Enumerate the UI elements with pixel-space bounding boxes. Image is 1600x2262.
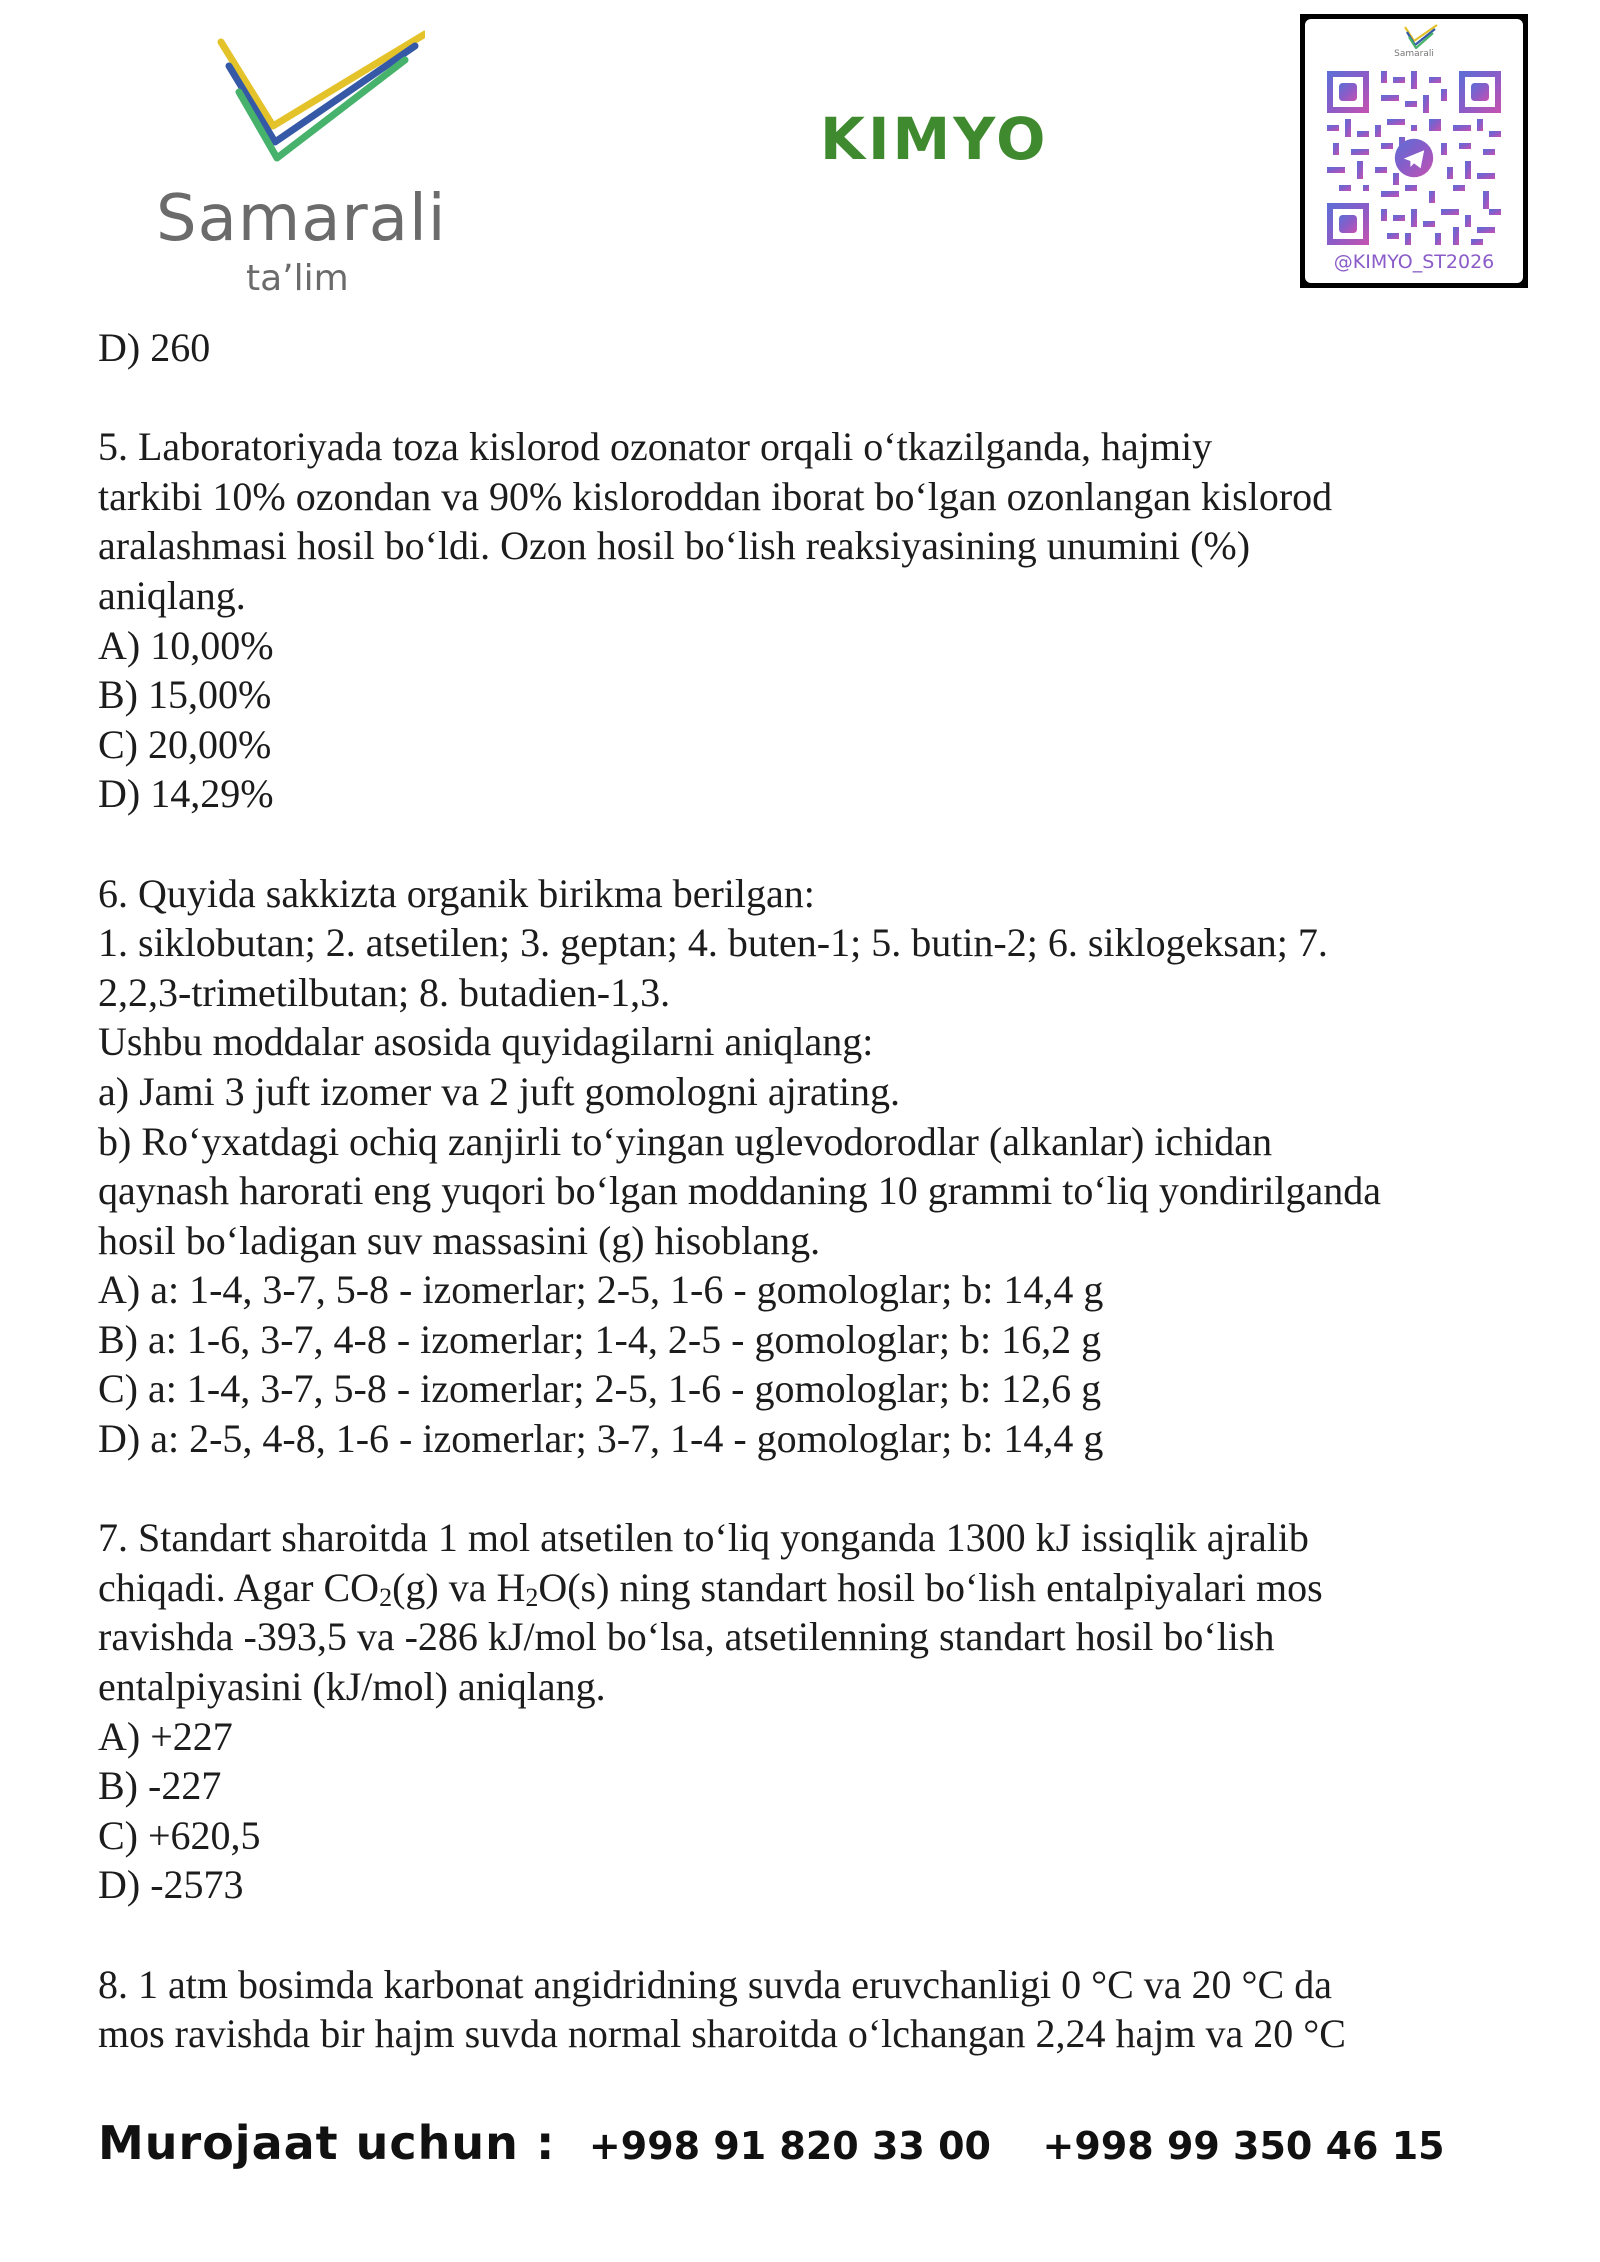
q6-option-d: D) a: 2-5, 4-8, 1-6 - izomerlar; 3-7, 1-4 - gomologlar; b: 14,4 g (98, 1416, 1104, 1462)
subscript: 2 (525, 1582, 539, 1612)
q6-text-line: qaynash harorati eng yuqori bo‘lgan moddaning 10 grammi to‘liq yondirilganda (98, 1168, 1382, 1214)
subscript: 2 (379, 1582, 393, 1612)
q5-option-b: B) 15,00% (98, 672, 272, 718)
qr-brand-name: Samarali (1394, 49, 1434, 59)
q6-text-line: Ushbu moddalar asosida quyidagilarni aniqlang: (98, 1019, 874, 1065)
q8-text-line: mos ravishda bir hajm suvda normal sharoitda o‘lchangan 2,24 hajm va 20 °C (98, 2011, 1346, 2057)
logo-subtitle: ta’lim (246, 258, 349, 299)
qr-code-icon[interactable] (1327, 71, 1501, 245)
q5-text-line: 5. Laboratoriyada toza kislorod ozonator orqali o‘tkazilganda, hajmiy (98, 424, 1213, 470)
contact-label: Murojaat uchun : (98, 2116, 556, 2170)
phone-number-2[interactable]: +998 99 350 46 15 (1042, 2124, 1445, 2168)
contact-footer (98, 2116, 1445, 2170)
q7-text-part: (g) va H (392, 1564, 526, 1610)
phone-number-1[interactable]: +998 91 820 33 00 (588, 2124, 991, 2168)
q7-text-line (98, 1563, 1518, 1613)
test-content (98, 323, 1518, 2059)
q7-text-line: entalpiyasini (kJ/mol) aniqlang. (98, 1664, 606, 1710)
question-6 (98, 869, 1518, 1464)
q7-option-b: B) -227 (98, 1763, 222, 1809)
q6-text-line: b) Ro‘yxatdagi ochiq zanjirli to‘yingan uglevodorodlar (alkanlar) ichidan (98, 1118, 1273, 1164)
q5-option-d: D) 14,29% (98, 771, 274, 817)
qr-card-inner (1305, 19, 1523, 283)
q6-text-line: hosil bo‘ladigan suv massasini (g) hisoblang. (98, 1217, 821, 1263)
question-7 (98, 1513, 1518, 1910)
q7-text-line: ravishda -393,5 va -286 kJ/mol bo‘lsa, atsetilenning standart hosil bo‘lish (98, 1614, 1275, 1660)
q6-option-a: A) a: 1-4, 3-7, 5-8 - izomerlar; 2-5, 1-6 - gomologlar; b: 14,4 g (98, 1267, 1104, 1313)
q6-option-c: C) a: 1-4, 3-7, 5-8 - izomerlar; 2-5, 1-6 - gomologlar; b: 12,6 g (98, 1366, 1102, 1412)
mini-checkmark-icon (1403, 23, 1439, 49)
q5-text-line: aralashmasi hosil bo‘ldi. Ozon hosil bo‘lish reaksiyasining unumini (%) (98, 523, 1251, 569)
q7-option-d: D) -2573 (98, 1862, 244, 1908)
q7-text-line: 7. Standart sharoitda 1 mol atsetilen to‘liq yonganda 1300 kJ issiqlik ajralib (98, 1515, 1309, 1561)
q5-option-c: C) 20,00% (98, 721, 272, 767)
qr-handle: @KIMYO_ST2026 (1333, 251, 1495, 273)
question-5 (98, 422, 1518, 819)
q6-option-b: B) a: 1-6, 3-7, 4-8 - izomerlar; 1-4, 2-5 - gomologlar; b: 16,2 g (98, 1316, 1102, 1362)
q7-option-a: A) +227 (98, 1713, 233, 1759)
brand-logo (150, 30, 470, 299)
q7-option-c: C) +620,5 (98, 1812, 261, 1858)
q5-text-line: aniqlang. (98, 572, 246, 618)
checkmark-logo-icon (215, 30, 425, 170)
q4-option-d: D) 260 (98, 325, 211, 370)
q6-text-line: 2,2,3-trimetilbutan; 8. butadien-1,3. (98, 969, 671, 1015)
q6-text-line: a) Jami 3 juft izomer va 2 juft gomologni ajrating. (98, 1068, 901, 1114)
logo-name: Samarali (156, 182, 447, 256)
q5-option-a: A) 10,00% (98, 622, 274, 668)
q5-text-line: tarkibi 10% ozondan va 90% kisloroddan iborat bo‘lgan ozonlangan kislorod (98, 473, 1333, 519)
q8-text-line: 8. 1 atm bosimda karbonat angidridning suvda eruvchanligi 0 °C va 20 °C da (98, 1961, 1332, 2007)
q7-text-part: chiqadi. Agar CO (98, 1564, 380, 1610)
q6-text-line: 6. Quyida sakkizta organik birikma berilgan: (98, 870, 815, 916)
q6-text-line: 1. siklobutan; 2. atsetilen; 3. geptan; 4. buten-1; 5. butin-2; 6. siklogeksan; 7. (98, 920, 1328, 966)
q7-text-part: O(s) ning standart hosil bo‘lish entalpiyalari mos (538, 1564, 1323, 1610)
subject-title: KIMYO (820, 105, 1049, 173)
qr-card[interactable] (1300, 14, 1528, 288)
question-8 (98, 1960, 1518, 2059)
